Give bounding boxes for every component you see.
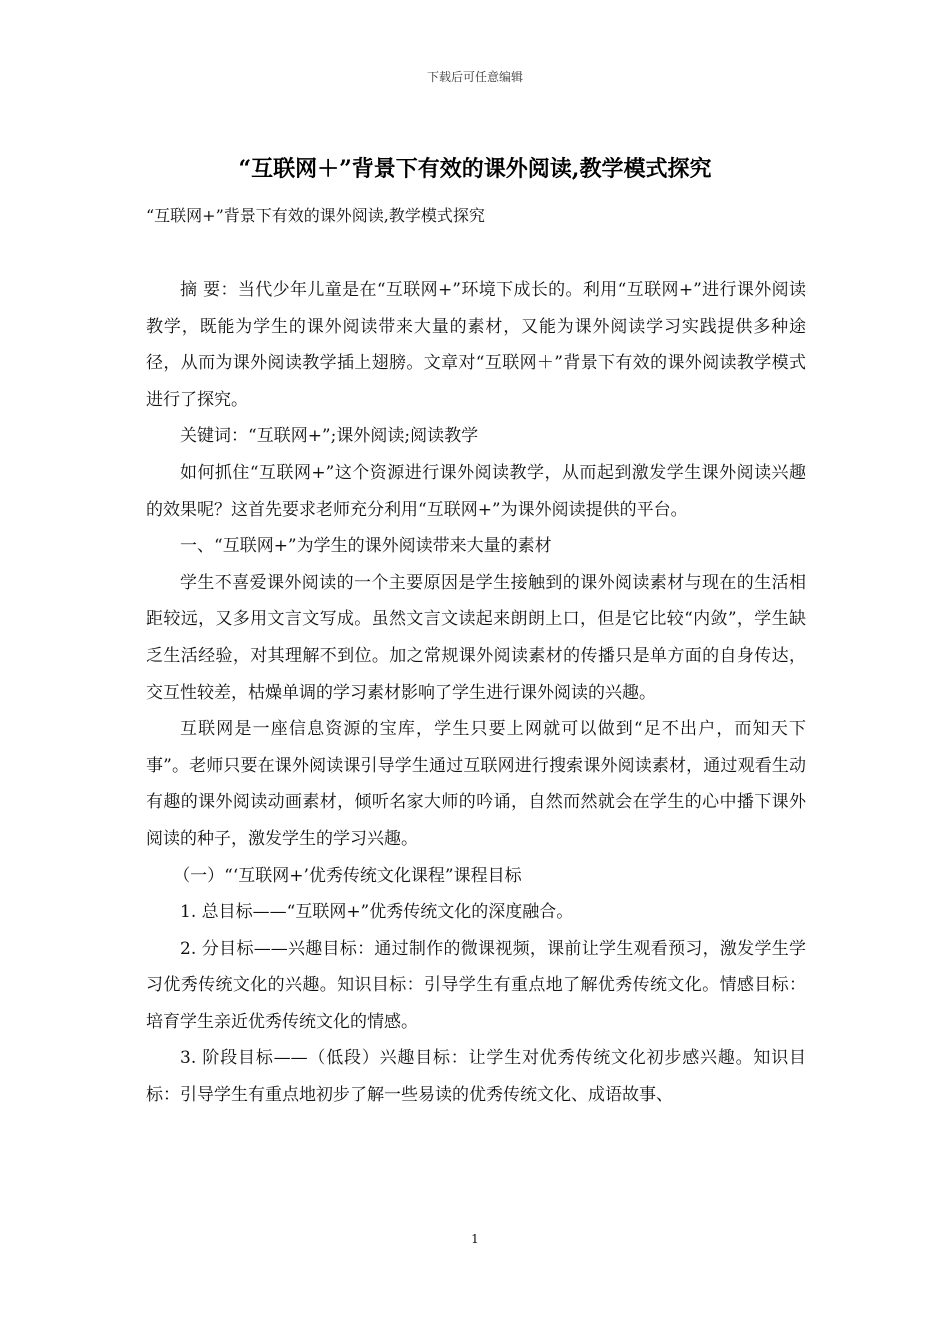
page-title: “互联网＋”背景下有效的课外阅读,教学模式探究 — [238, 156, 712, 182]
body-text — [146, 272, 806, 1114]
body-paragraph: 互联网是一座信息资源的宝库，学生只要上网就可以做到“足不出户，而知天下事”。老师只要在课外阅读课引导学生通过互联网进行搜索课外阅读素材，通过观看生动有趣的课外阅读动画素材，倾听名家大师的吟诵，自然而然就会在学生的心中播下课外阅读的种子，激发学生的学习兴趣。 — [146, 719, 806, 849]
body-paragraph: 学生不喜爱课外阅读的一个主要原因是学生接触到的课外阅读素材与现在的生活相距较远，又多用文言文写成。虽然文言文读起来朗朗上口，但是它比较“内敛”，学生缺乏生活经验，对其理解不到位。加之常规课外阅读素材的传播只是单方面的自身传达，交互性较差，枯燥单调的学习素材影响了学生进行课外阅读的兴趣。 — [146, 572, 806, 703]
intro-paragraph: 如何抓住“互联网+”这个资源进行课外阅读教学，从而起到激发学生课外阅读兴趣的效果呢？这首先要求老师充分利用“互联网+”为课外阅读提供的平台。 — [146, 462, 806, 520]
subtitle: “互联网+”背景下有效的课外阅读,教学模式探究 — [146, 206, 485, 225]
list-item: 1. 总目标——“互联网+”优秀传统文化的深度融合。 — [180, 902, 574, 923]
list-item: 3. 阶段目标——（低段）兴趣目标：让学生对优秀传统文化初步感兴趣。知识目标：引导学生有重点地初步了解一些易读的优秀传统文化、成语故事、 — [146, 1048, 806, 1106]
page-number: 1 — [471, 1232, 479, 1246]
list-item: 2. 分目标——兴趣目标：通过制作的微课视频，课前让学生观看预习，激发学生学习优秀传统文化的兴趣。知识目标：引导学生有重点地了解优秀传统文化。情感目标：培育学生亲近优秀传统文化的情感。 — [146, 938, 806, 1032]
section-heading-1: 一、“互联网+”为学生的课外阅读带来大量的素材 — [180, 536, 552, 557]
abstract-paragraph: 摘 要：当代少年儿童是在“互联网+”环境下成长的。利用“互联网+”进行课外阅读教学，既能为学生的课外阅读带来大量的素材，又能为课外阅读学习实践提供多种途径，从而为课外阅读教学插上翅膀。文章对“互联网＋”背景下有效的课外阅读教学模式进行了探究。 — [146, 280, 806, 410]
header-note: 下载后可任意编辑 — [426, 70, 523, 84]
keywords-paragraph: 关键词：“互联网+”;课外阅读;阅读教学 — [180, 426, 479, 447]
subsection-heading: （一）“‘互联网+’优秀传统文化课程”课程目标 — [173, 865, 522, 886]
